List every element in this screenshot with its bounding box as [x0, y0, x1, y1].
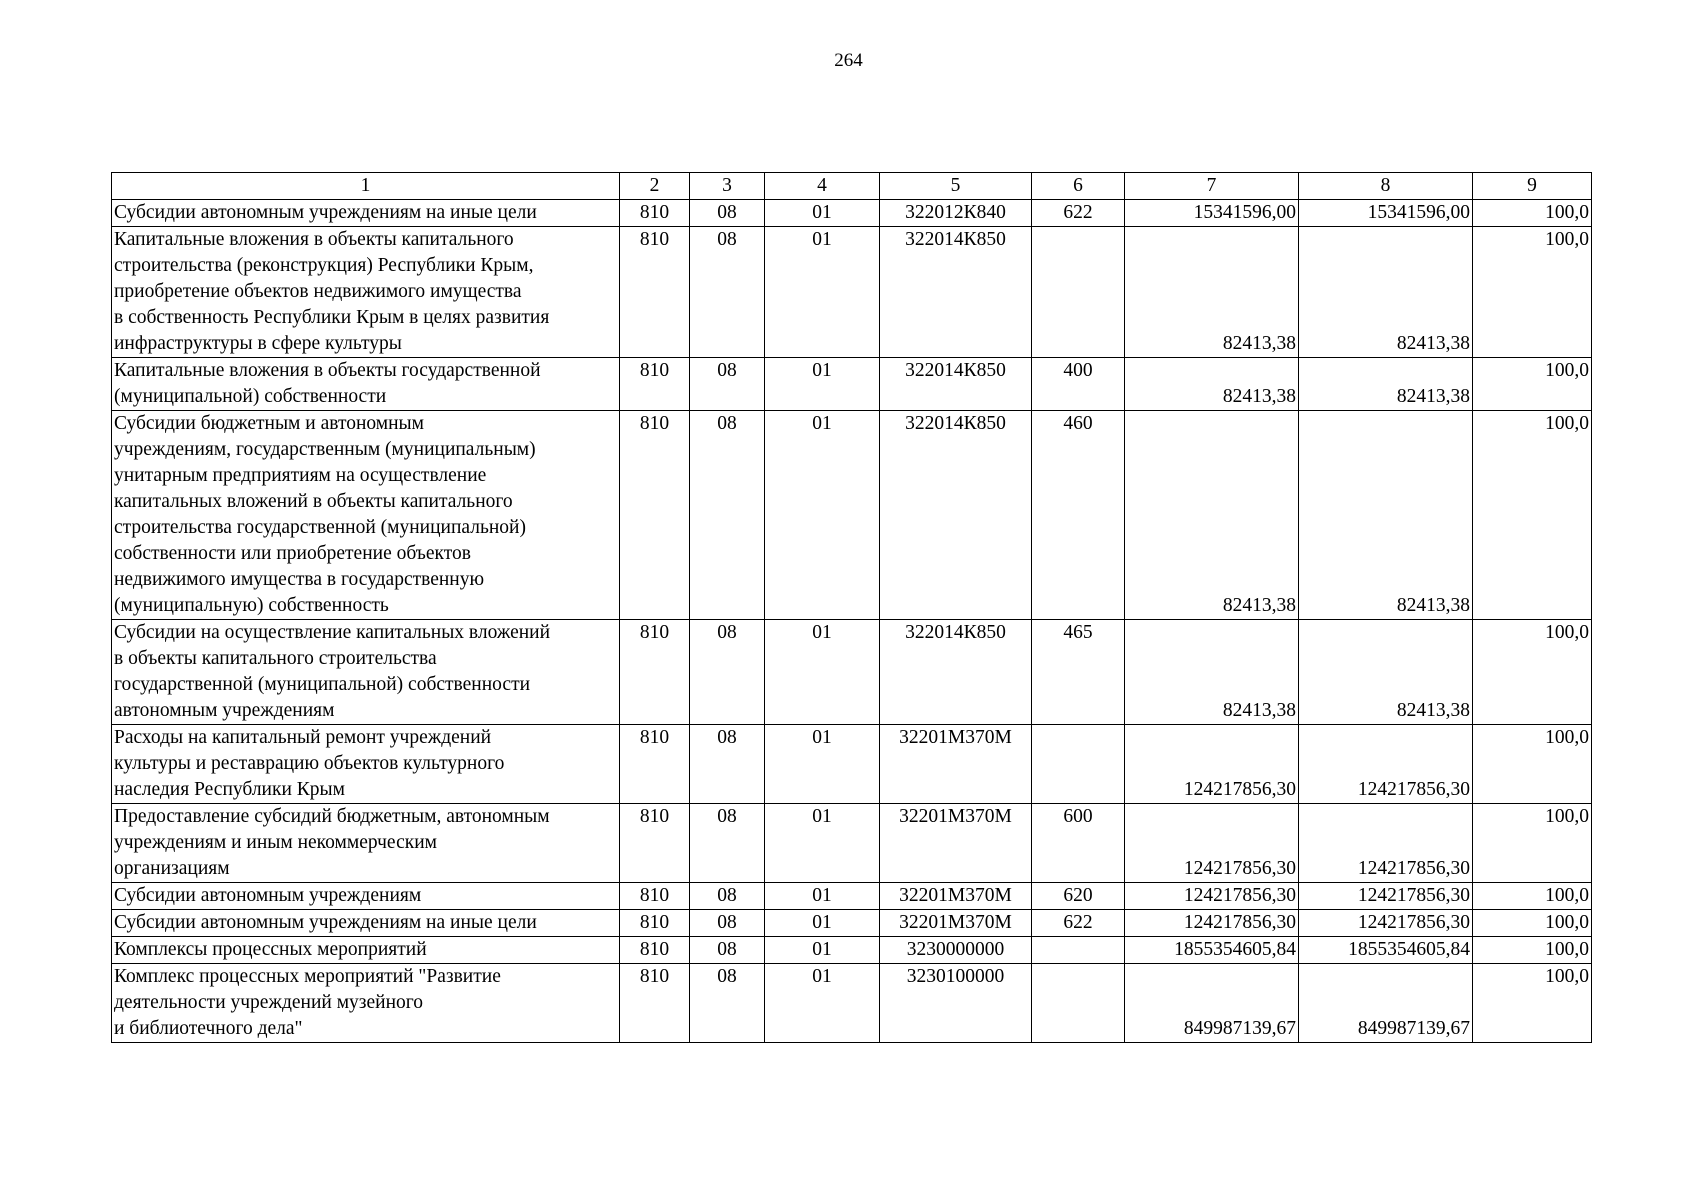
execution-percent-cell: 100,0 — [1473, 804, 1592, 883]
expense-type-cell: 620 — [1032, 883, 1125, 910]
execution-percent-cell: 100,0 — [1473, 411, 1592, 620]
kvsr-cell: 810 — [620, 200, 690, 227]
target-article-cell: 32201М370М — [880, 725, 1032, 804]
item-name-line: Расходы на капитальный ремонт учреждений — [114, 727, 492, 748]
target-article-cell: 322014К850 — [880, 358, 1032, 411]
approved-amount-cell: 124217856,30 — [1125, 910, 1299, 937]
item-name-cell — [112, 620, 620, 725]
execution-percent-cell: 100,0 — [1473, 200, 1592, 227]
executed-amount-cell: 124217856,30 — [1299, 804, 1473, 883]
target-article-cell: 3230100000 — [880, 964, 1032, 1043]
expense-type-cell — [1032, 964, 1125, 1043]
item-name-cell — [112, 937, 620, 964]
section-cell: 08 — [690, 804, 765, 883]
item-name-line: собственности или приобретение объектов — [114, 543, 471, 564]
column-header-4: 4 — [765, 173, 880, 200]
table-row — [112, 910, 1592, 937]
section-cell: 08 — [690, 910, 765, 937]
subsection-cell: 01 — [765, 937, 880, 964]
executed-amount-cell: 849987139,67 — [1299, 964, 1473, 1043]
section-cell: 08 — [690, 883, 765, 910]
kvsr-cell: 810 — [620, 910, 690, 937]
approved-amount-cell: 15341596,00 — [1125, 200, 1299, 227]
subsection-cell: 01 — [765, 910, 880, 937]
kvsr-cell: 810 — [620, 358, 690, 411]
executed-amount-cell: 15341596,00 — [1299, 200, 1473, 227]
item-name-cell — [112, 358, 620, 411]
expense-type-cell — [1032, 725, 1125, 804]
execution-percent-cell: 100,0 — [1473, 358, 1592, 411]
item-name-line: учреждениям, государственным (муниципальным) — [114, 439, 536, 460]
item-name-line: организациям — [114, 858, 230, 879]
subsection-cell: 01 — [765, 200, 880, 227]
expense-type-cell: 400 — [1032, 358, 1125, 411]
approved-amount-cell: 124217856,30 — [1125, 725, 1299, 804]
item-name-cell — [112, 725, 620, 804]
execution-percent-cell: 100,0 — [1473, 227, 1592, 358]
column-header-7: 7 — [1125, 173, 1299, 200]
item-name-line: Капитальные вложения в объекты капитального — [114, 229, 514, 250]
expense-type-cell: 465 — [1032, 620, 1125, 725]
item-name-cell — [112, 411, 620, 620]
subsection-cell: 01 — [765, 411, 880, 620]
executed-amount-cell: 82413,38 — [1299, 411, 1473, 620]
expense-type-cell: 460 — [1032, 411, 1125, 620]
column-header-3: 3 — [690, 173, 765, 200]
table-row — [112, 227, 1592, 358]
item-name-line: (муниципальной) собственности — [114, 386, 387, 407]
execution-percent-cell: 100,0 — [1473, 910, 1592, 937]
table-body — [112, 173, 1592, 1043]
item-name-cell — [112, 200, 620, 227]
item-name-line: учреждениям и иным некоммерческим — [114, 832, 437, 853]
item-name-line: в объекты капитального строительства — [114, 648, 437, 669]
target-article-cell: 3230000000 — [880, 937, 1032, 964]
section-cell: 08 — [690, 411, 765, 620]
item-name-line: государственной (муниципальной) собственности — [114, 674, 531, 695]
column-header-8: 8 — [1299, 173, 1473, 200]
item-name-cell — [112, 964, 620, 1043]
expense-type-cell — [1032, 937, 1125, 964]
section-cell: 08 — [690, 964, 765, 1043]
section-cell: 08 — [690, 358, 765, 411]
approved-amount-cell: 82413,38 — [1125, 227, 1299, 358]
item-name-line: наследия Республики Крым — [114, 779, 345, 800]
item-name-line: строительства государственной (муниципальной) — [114, 517, 526, 538]
column-header-1: 1 — [112, 173, 620, 200]
table-row — [112, 804, 1592, 883]
approved-amount-cell: 82413,38 — [1125, 411, 1299, 620]
target-article-cell: 32201М370М — [880, 804, 1032, 883]
section-cell: 08 — [690, 725, 765, 804]
expense-type-cell: 622 — [1032, 200, 1125, 227]
budget-table — [111, 172, 1592, 1043]
section-cell: 08 — [690, 937, 765, 964]
approved-amount-cell: 1855354605,84 — [1125, 937, 1299, 964]
item-name-cell — [112, 804, 620, 883]
table-row — [112, 200, 1592, 227]
item-name-line: Капитальные вложения в объекты государственной — [114, 360, 541, 381]
executed-amount-cell: 82413,38 — [1299, 358, 1473, 411]
execution-percent-cell: 100,0 — [1473, 937, 1592, 964]
table-row — [112, 883, 1592, 910]
table-row — [112, 620, 1592, 725]
executed-amount-cell: 124217856,30 — [1299, 883, 1473, 910]
kvsr-cell: 810 — [620, 883, 690, 910]
table-row — [112, 725, 1592, 804]
expense-type-cell: 622 — [1032, 910, 1125, 937]
item-name-line: (муниципальную) собственность — [114, 595, 389, 616]
section-cell: 08 — [690, 200, 765, 227]
table-row — [112, 411, 1592, 620]
subsection-cell: 01 — [765, 620, 880, 725]
item-name-line: капитальных вложений в объекты капитального — [114, 491, 513, 512]
executed-amount-cell: 124217856,30 — [1299, 725, 1473, 804]
page-number: 264 — [834, 50, 863, 71]
section-cell: 08 — [690, 620, 765, 725]
kvsr-cell: 810 — [620, 725, 690, 804]
column-header-9: 9 — [1473, 173, 1592, 200]
target-article-cell: 322012К840 — [880, 200, 1032, 227]
item-name-line: Субсидии автономным учреждениям на иные цели — [114, 202, 537, 223]
item-name-line: Субсидии автономным учреждениям на иные цели — [114, 912, 537, 933]
execution-percent-cell: 100,0 — [1473, 725, 1592, 804]
approved-amount-cell: 124217856,30 — [1125, 883, 1299, 910]
table-row — [112, 964, 1592, 1043]
item-name-cell — [112, 227, 620, 358]
target-article-cell: 322014К850 — [880, 411, 1032, 620]
kvsr-cell: 810 — [620, 227, 690, 358]
item-name-line: приобретение объектов недвижимого имущества — [114, 281, 522, 302]
header-row — [112, 173, 1592, 200]
executed-amount-cell: 124217856,30 — [1299, 910, 1473, 937]
item-name-line: Субсидии автономным учреждениям — [114, 885, 422, 906]
subsection-cell: 01 — [765, 358, 880, 411]
item-name-line: Комплексы процессных мероприятий — [114, 939, 427, 960]
kvsr-cell: 810 — [620, 804, 690, 883]
executed-amount-cell: 82413,38 — [1299, 227, 1473, 358]
item-name-line: строительства (реконструкция) Республики Крым, — [114, 255, 534, 276]
item-name-line: автономным учреждениям — [114, 700, 335, 721]
approved-amount-cell: 82413,38 — [1125, 358, 1299, 411]
expense-type-cell — [1032, 227, 1125, 358]
subsection-cell: 01 — [765, 227, 880, 358]
subsection-cell: 01 — [765, 883, 880, 910]
item-name-line: недвижимого имущества в государственную — [114, 569, 485, 590]
item-name-line: Субсидии бюджетным и автономным — [114, 413, 424, 434]
approved-amount-cell: 82413,38 — [1125, 620, 1299, 725]
executed-amount-cell: 1855354605,84 — [1299, 937, 1473, 964]
kvsr-cell: 810 — [620, 411, 690, 620]
expense-type-cell: 600 — [1032, 804, 1125, 883]
item-name-cell — [112, 883, 620, 910]
item-name-line: унитарным предприятиям на осуществление — [114, 465, 487, 486]
approved-amount-cell: 849987139,67 — [1125, 964, 1299, 1043]
item-name-line: Комплекс процессных мероприятий "Развитие — [114, 966, 501, 987]
executed-amount-cell: 82413,38 — [1299, 620, 1473, 725]
item-name-line: инфраструктуры в сфере культуры — [114, 333, 402, 354]
item-name-line: и библиотечного дела" — [114, 1018, 303, 1039]
section-cell: 08 — [690, 227, 765, 358]
item-name-line: в собственность Республики Крым в целях развития — [114, 307, 550, 328]
item-name-line: культуры и реставрацию объектов культурного — [114, 753, 505, 774]
item-name-cell — [112, 910, 620, 937]
subsection-cell: 01 — [765, 804, 880, 883]
target-article-cell: 32201М370М — [880, 883, 1032, 910]
execution-percent-cell: 100,0 — [1473, 964, 1592, 1043]
column-header-5: 5 — [880, 173, 1032, 200]
column-header-6: 6 — [1032, 173, 1125, 200]
target-article-cell: 32201М370М — [880, 910, 1032, 937]
execution-percent-cell: 100,0 — [1473, 620, 1592, 725]
target-article-cell: 322014К850 — [880, 227, 1032, 358]
item-name-line: Предоставление субсидий бюджетным, автономным — [114, 806, 550, 827]
kvsr-cell: 810 — [620, 964, 690, 1043]
table-row — [112, 358, 1592, 411]
table-row — [112, 937, 1592, 964]
execution-percent-cell: 100,0 — [1473, 883, 1592, 910]
item-name-line: Субсидии на осуществление капитальных вложений — [114, 622, 551, 643]
target-article-cell: 322014К850 — [880, 620, 1032, 725]
item-name-line: деятельности учреждений музейного — [114, 992, 424, 1013]
subsection-cell: 01 — [765, 725, 880, 804]
approved-amount-cell: 124217856,30 — [1125, 804, 1299, 883]
kvsr-cell: 810 — [620, 937, 690, 964]
column-header-2: 2 — [620, 173, 690, 200]
subsection-cell: 01 — [765, 964, 880, 1043]
kvsr-cell: 810 — [620, 620, 690, 725]
